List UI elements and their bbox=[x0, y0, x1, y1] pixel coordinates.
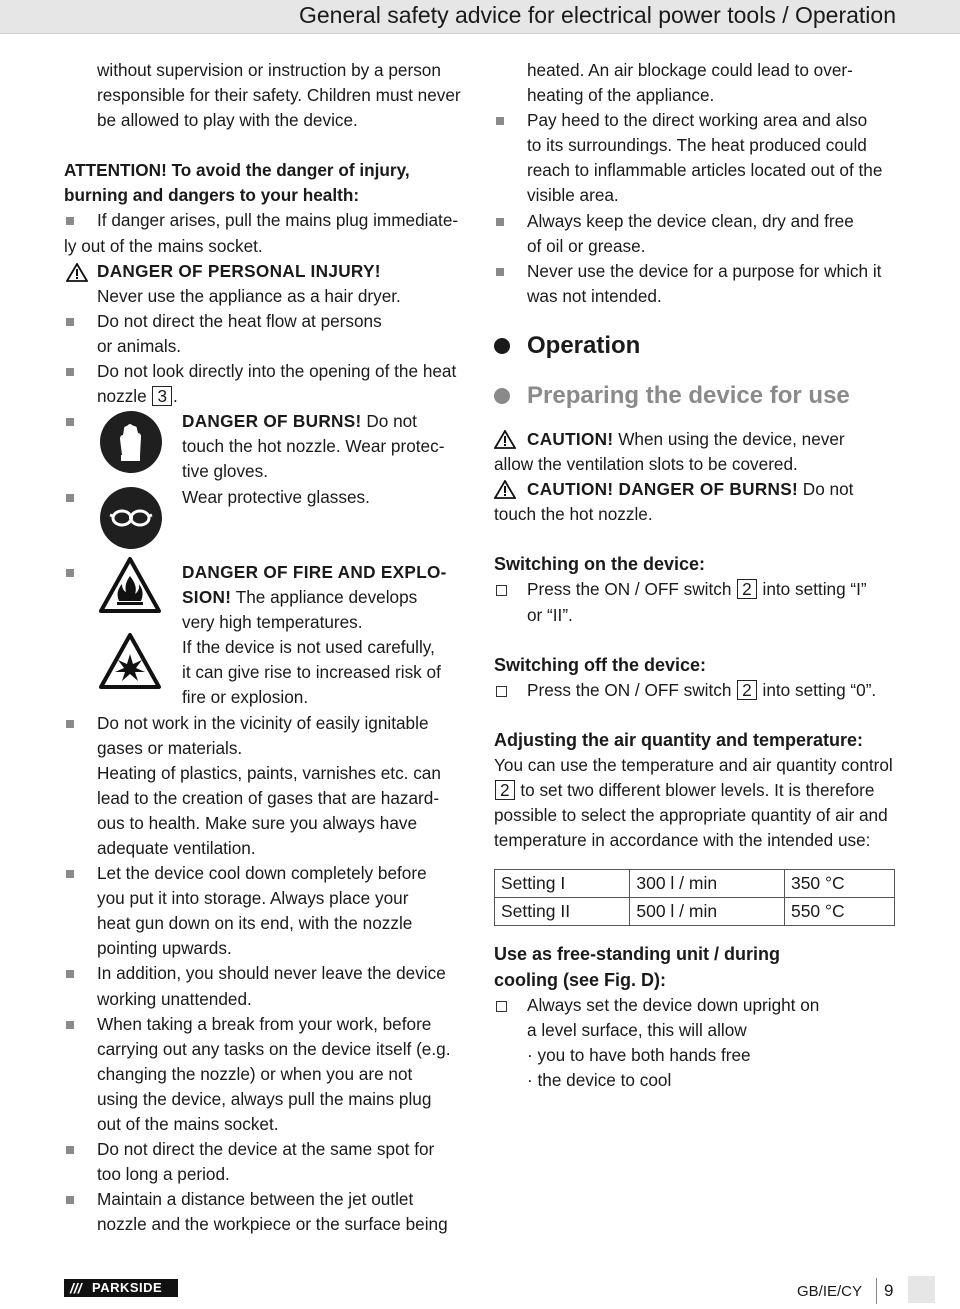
right-column bbox=[494, 58, 904, 1093]
text-span: to set two different blower levels. It is therefore bbox=[515, 779, 875, 800]
list-item bbox=[64, 309, 474, 359]
left-column bbox=[64, 58, 474, 1237]
subheading-freestanding: cooling (see Fig. D): bbox=[494, 969, 667, 990]
text-line: it can give rise to increased risk of bbox=[182, 661, 441, 682]
text-line: Never use the appliance as a hair dryer. bbox=[97, 285, 401, 306]
explosion-icon bbox=[98, 632, 162, 697]
logo-slashes: /// bbox=[70, 1280, 82, 1296]
text-line: You can use the temperature and air quantity control bbox=[494, 754, 893, 775]
intro-paragraph bbox=[64, 58, 474, 133]
text-span: Press the ON / OFF switch bbox=[527, 679, 732, 700]
text-line: lead to the creation of gases that are hazard- bbox=[97, 787, 440, 808]
fire-warning bbox=[64, 560, 474, 711]
list-item bbox=[64, 861, 474, 961]
text-line: visible area. bbox=[527, 185, 619, 206]
text-line: nozzle and the workpiece or the surface being bbox=[97, 1214, 448, 1235]
glasses-warning bbox=[64, 485, 474, 560]
list-item bbox=[494, 108, 904, 208]
parkside-logo bbox=[64, 1279, 178, 1297]
text-line: or animals. bbox=[97, 335, 182, 356]
warning-heading: SION! bbox=[182, 586, 232, 607]
text-span: When using the device, never bbox=[613, 428, 845, 449]
warning-heading: DANGER OF BURNS! bbox=[182, 411, 362, 432]
footer-tab-marker bbox=[908, 1276, 935, 1303]
text-line: Pay heed to the direct working area and also bbox=[527, 110, 868, 131]
text-line: ly out of the mains socket. bbox=[64, 235, 263, 256]
list-item bbox=[64, 1137, 474, 1187]
part-number: 2 bbox=[737, 680, 757, 700]
table-cell: 550 °C bbox=[784, 898, 894, 926]
table-cell: 500 l / min bbox=[630, 898, 785, 926]
text-line: Always set the device down upright on bbox=[527, 994, 820, 1015]
text-span: nozzle bbox=[97, 386, 147, 407]
text-line: to its surroundings. The heat produced could bbox=[527, 135, 867, 156]
warning-triangle-icon bbox=[494, 480, 516, 506]
logo-brand: PARKSIDE bbox=[92, 1280, 163, 1295]
gloves-icon bbox=[100, 411, 162, 473]
text-span: into setting “0”. bbox=[757, 679, 877, 700]
list-item bbox=[64, 961, 474, 1011]
text-span: The appliance develops bbox=[231, 586, 418, 607]
text-line: of oil or grease. bbox=[527, 235, 646, 256]
text-line: · you to have both hands free bbox=[527, 1044, 751, 1065]
section-title-text: Preparing the device for use bbox=[527, 381, 850, 409]
attention-heading: ATTENTION! To avoid the danger of injury, bbox=[64, 160, 410, 181]
burns-warning bbox=[64, 409, 474, 484]
text-span: . bbox=[173, 386, 178, 407]
text-line: Do not direct the heat flow at persons bbox=[97, 310, 382, 331]
text-line: responsible for their safety. Children must never bbox=[97, 85, 461, 106]
text-line: Maintain a distance between the jet outlet bbox=[97, 1189, 414, 1210]
text-line: When taking a break from your work, before bbox=[97, 1013, 432, 1034]
text-line: out of the mains socket. bbox=[97, 1114, 279, 1134]
text-line: working unattended. bbox=[97, 988, 252, 1009]
text-line: touch the hot nozzle. Wear protec- bbox=[182, 436, 445, 457]
text-line: possible to select the appropriate quantity of air and bbox=[494, 805, 888, 826]
caution-ventilation bbox=[494, 427, 904, 452]
text-line: using the device, always pull the mains plug bbox=[97, 1088, 432, 1109]
page-header bbox=[0, 0, 960, 34]
text-line: you put it into storage. Always place your bbox=[97, 888, 409, 909]
text-line: reach to inflammable articles located out of the bbox=[527, 160, 883, 181]
bullet bbox=[66, 494, 74, 502]
text-line: very high temperatures. bbox=[182, 611, 363, 632]
table-row bbox=[495, 870, 895, 898]
list-item bbox=[64, 208, 474, 233]
text-line: carrying out any tasks on the device itself (e.g. bbox=[97, 1038, 451, 1059]
attention-heading: burning and dangers to your health: bbox=[64, 185, 360, 206]
text-span: Do not bbox=[798, 479, 854, 500]
country-code: GB/IE/CY bbox=[797, 1283, 863, 1300]
text-line bbox=[97, 384, 474, 409]
text-line: pointing upwards. bbox=[97, 938, 232, 959]
warning-heading: DANGER OF PERSONAL INJURY! bbox=[97, 260, 381, 281]
text-line: · the device to cool bbox=[527, 1069, 672, 1090]
caution-burns bbox=[494, 477, 904, 502]
text-line: changing the nozzle) or when you are not bbox=[97, 1063, 413, 1084]
text-line: allow the ventilation slots to be covered. bbox=[494, 454, 798, 475]
text-line: temperature in accordance with the intended use: bbox=[494, 830, 871, 851]
text-line: Do not direct the device at the same spot for bbox=[97, 1139, 435, 1160]
text-line: be allowed to play with the device. bbox=[97, 110, 358, 131]
section-title-preparing bbox=[494, 381, 904, 411]
fire-icon bbox=[98, 556, 162, 621]
text-line: Let the device cool down completely before bbox=[97, 863, 427, 884]
text-line: fire or explosion. bbox=[182, 686, 309, 707]
text-line: without supervision or instruction by a person bbox=[97, 60, 441, 80]
text-line: Never use the device for a purpose for which it bbox=[527, 260, 882, 281]
bullet bbox=[66, 569, 74, 577]
text-line: Wear protective glasses. bbox=[182, 486, 370, 507]
warning-heading: CAUTION! DANGER OF BURNS! bbox=[527, 479, 799, 500]
section-title-text: Operation bbox=[527, 331, 641, 359]
warning-heading: CAUTION! bbox=[527, 428, 614, 449]
text-line: was not intended. bbox=[527, 285, 662, 306]
text-line: Heating of plastics, paints, varnishes etc. can bbox=[97, 762, 441, 783]
part-number: 2 bbox=[737, 579, 757, 599]
text-line: heating of the appliance. bbox=[527, 85, 715, 106]
text-line: If danger arises, pull the mains plug immediate- bbox=[97, 210, 459, 231]
text-span: Press the ON / OFF switch bbox=[527, 579, 732, 600]
personal-injury-warning bbox=[64, 259, 474, 309]
warning-heading: DANGER OF FIRE AND EXPLO- bbox=[182, 561, 447, 582]
text-line: adequate ventilation. bbox=[97, 837, 256, 858]
table-cell: 300 l / min bbox=[630, 870, 785, 898]
warning-triangle-icon bbox=[66, 263, 88, 289]
text-line: heat gun down on its end, with the nozzle bbox=[97, 913, 413, 934]
goggles-icon bbox=[100, 487, 162, 549]
text-line: gases or materials. bbox=[97, 737, 243, 758]
text-span: Do not bbox=[361, 411, 417, 432]
subheading-switch-off: Switching off the device: bbox=[494, 654, 707, 675]
list-item bbox=[64, 1187, 474, 1237]
text-line: If the device is not used carefully, bbox=[182, 636, 435, 657]
subheading-adjust: Adjusting the air quantity and temperature: bbox=[494, 729, 864, 750]
section-title-operation bbox=[494, 331, 904, 361]
warning-triangle-icon bbox=[494, 430, 516, 456]
step-item bbox=[494, 577, 904, 627]
text-span: into setting “I” bbox=[757, 579, 867, 600]
bullet bbox=[66, 418, 74, 426]
list-item bbox=[64, 711, 474, 862]
table-cell: Setting II bbox=[495, 898, 630, 926]
text-line: In addition, you should never leave the device bbox=[97, 963, 446, 984]
text-line: a level surface, this will allow bbox=[527, 1019, 747, 1040]
list-item bbox=[494, 209, 904, 259]
text-line: tive gloves. bbox=[182, 461, 268, 482]
text-line: Always keep the device clean, dry and free bbox=[527, 210, 854, 231]
text-line: Do not work in the vicinity of easily ignitable bbox=[97, 712, 429, 733]
part-number: 2 bbox=[495, 780, 515, 800]
list-item bbox=[64, 1012, 474, 1137]
continued-paragraph bbox=[494, 58, 904, 108]
page-title: General safety advice for electrical power tools / Operation bbox=[298, 2, 896, 28]
text-line: ous to health. Make sure you always have bbox=[97, 812, 418, 833]
footer-divider bbox=[876, 1278, 877, 1304]
step-item bbox=[494, 993, 904, 1093]
page-number: 9 bbox=[884, 1281, 894, 1300]
text-line: too long a period. bbox=[97, 1164, 230, 1185]
text-line: touch the hot nozzle. bbox=[494, 504, 653, 525]
list-item bbox=[64, 359, 474, 409]
table-cell: Setting I bbox=[495, 870, 630, 898]
subheading-freestanding: Use as free-standing unit / during bbox=[494, 944, 781, 965]
section-dot bbox=[494, 338, 510, 354]
list-item bbox=[494, 259, 904, 309]
section-dot bbox=[494, 388, 510, 404]
subheading-switch-on: Switching on the device: bbox=[494, 554, 706, 575]
step-item bbox=[494, 678, 904, 703]
table-cell: 350 °C bbox=[784, 870, 894, 898]
text-line: heated. An air blockage could lead to over- bbox=[527, 60, 853, 80]
table-row bbox=[495, 898, 895, 926]
text-line: Do not look directly into the opening of the heat bbox=[97, 361, 457, 382]
settings-table bbox=[494, 869, 895, 926]
part-number: 3 bbox=[152, 386, 172, 406]
text-line: or “II”. bbox=[527, 604, 573, 625]
